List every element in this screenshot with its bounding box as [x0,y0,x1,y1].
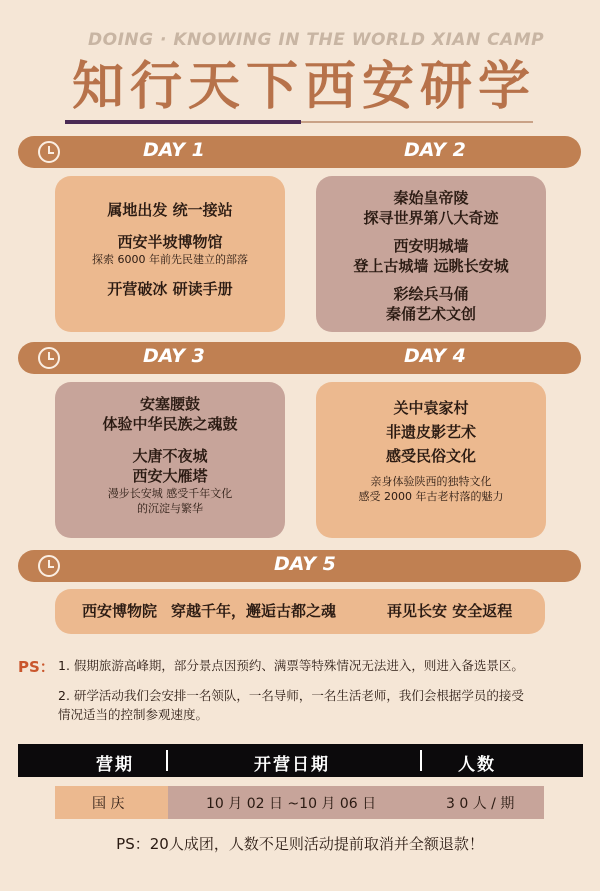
page-title: 知行天下西安研学 [71,57,536,117]
title-underline-light [301,121,533,123]
day-5-label: DAY 5 [274,553,336,575]
header-divider [420,750,422,771]
header-count: 人数 [458,755,496,775]
day-5-box [55,589,545,634]
cell-camp: 国 庆 [92,796,125,812]
day-3-item: 体验中华民族之魂鼓 [102,415,238,433]
header-divider [166,750,168,771]
footer-note: PS：20人成团，人数不足则活动提前取消并全额退款！ [116,835,484,853]
clock-icon [38,555,60,577]
header-dates: 开营日期 [254,755,330,775]
day-1-label: DAY 1 [143,139,205,161]
clock-icon [38,141,60,163]
day-5-item: 西安博物院 [82,602,158,620]
english-subtitle: DOING · KNOWING IN THE WORLD XIAN CAMP [88,30,545,50]
note-1: 1. 假期旅游高峰期，部分景点因预约、满票等特殊情况无法进入，则进入备选景区。 [58,658,524,673]
day-1-box [55,176,285,332]
title-block [0,26,600,126]
day-4-item: 亲身体验陕西的独特文化 [370,475,492,488]
cell-count: 3 0 人 / 期 [446,796,515,812]
day-1-item: 开营破冰 研读手册 [107,280,233,298]
note-2-line-2: 情况适当的控制参观速度。 [58,707,209,722]
day-2-item: 秦俑艺术文创 [385,305,476,323]
day-bar-5 [18,550,581,582]
day-3-label: DAY 3 [143,345,205,367]
day-4-item: 非遗皮影艺术 [385,423,476,441]
day-4-label: DAY 4 [404,345,466,367]
day-5-item: 再见长安 安全返程 [387,602,513,620]
day-3-item: 的沉淀与繁华 [137,502,203,515]
day-5-item: 穿越千年，邂逅古都之魂 [171,602,337,620]
day-4-item: 关中袁家村 [393,399,469,417]
day-bar-1-2 [18,136,581,168]
day-2-item: 登上古城墙 远眺长安城 [353,257,509,275]
day-3-item: 漫步长安城 感受千年文化 [107,487,233,500]
day-3-item: 大唐不夜城 [132,447,208,465]
header-camp: 营期 [96,755,134,775]
table-header [18,744,583,777]
day-1-item: 属地出发 统一接站 [107,201,233,219]
day-1-item: 西安半坡博物馆 [117,233,223,251]
day-4-item: 感受 2000 年古老村落的魅力 [358,490,504,503]
day-2-box [316,176,546,332]
cell-dates: 10 月 02 日 ~10 月 06 日 [206,796,377,812]
day-4-item: 感受民俗文化 [385,447,476,465]
day-3-item: 西安大雁塔 [132,467,208,485]
day-2-item: 彩绘兵马俑 [393,285,469,303]
day-1-item: 探索 6000 年前先民建立的部落 [92,253,248,266]
title-underline-dark [65,120,301,124]
day-3-item: 安塞腰鼓 [139,395,200,413]
day-3-box [55,382,285,538]
clock-icon [38,347,60,369]
day-bar-3-4 [18,342,581,374]
day-2-item: 探寻世界第八大奇迹 [363,209,499,227]
day-2-label: DAY 2 [404,139,466,161]
day-2-item: 西安明城墙 [393,237,469,255]
day-2-item: 秦始皇帝陵 [393,189,469,207]
note-2-line-1: 2. 研学活动我们会安排一名领队，一名导师，一名生活老师，我们会根据学员的接受 [58,688,524,703]
day-4-box [316,382,546,538]
ps-label: PS： [18,658,55,676]
